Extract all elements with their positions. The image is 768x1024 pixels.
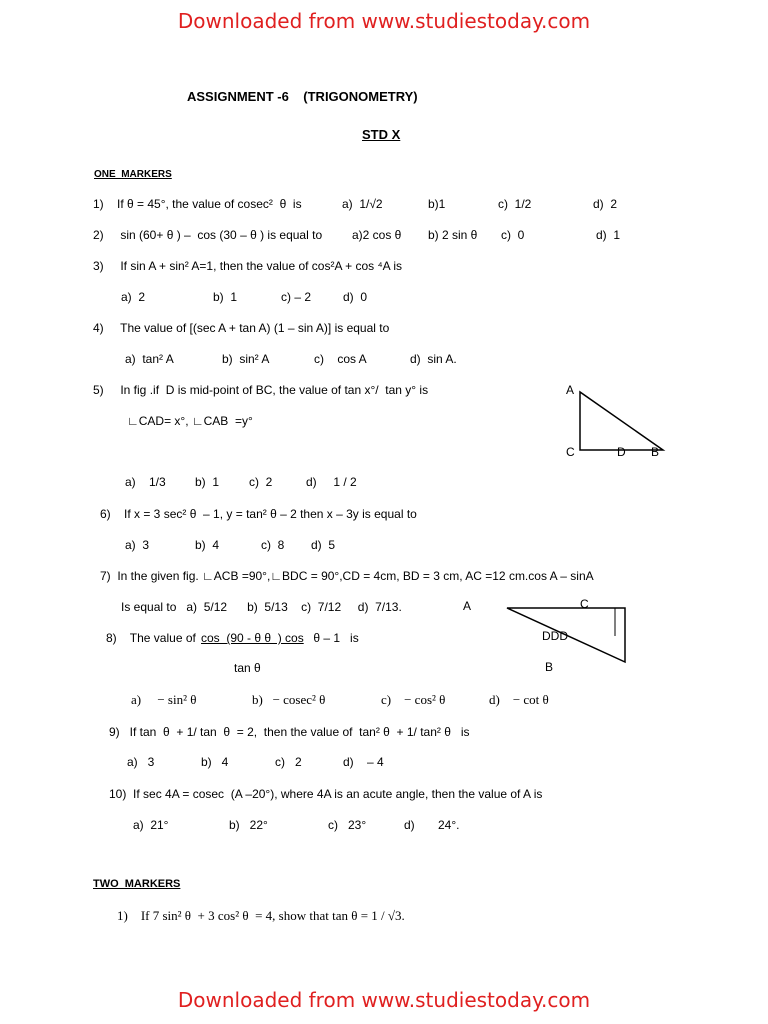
q9-option-c: c) 2 (275, 755, 302, 769)
q3-option-a: a) 2 (121, 290, 146, 304)
q4-option-d: d) sin A. (410, 352, 457, 366)
two-markers-heading: TWO MARKERS (93, 878, 181, 890)
q6-option-d: d) 5 (311, 538, 336, 552)
q1-text: 1) If θ = 45°, the value of cosec² θ is (93, 197, 302, 211)
q6-text: 6) If x = 3 sec² θ – 1, y = tan² θ – 2 then x – 3y is equal to (100, 507, 417, 521)
q10-option-d: d) (404, 818, 415, 832)
q7-label-c: C (580, 597, 589, 611)
q5-text: 5) In fig .if D is mid-point of BC, the value of tan x°/ tan y° is (93, 383, 429, 397)
q6-option-a: a) 3 (125, 538, 150, 552)
q1-option-a: a) 1/√2 (342, 197, 383, 211)
q8-denominator: tan θ (234, 661, 261, 675)
q10-option-d-value: 24°. (438, 818, 460, 832)
q9-option-b: b) 4 (201, 755, 229, 769)
q2-option-c: c) 0 (501, 228, 525, 242)
q5-label-d: D (617, 445, 626, 459)
q5-label-b: B (651, 445, 660, 459)
q3-option-c: c) – 2 (281, 290, 312, 304)
q7-options: Is equal to a) 5/12 b) 5/13 c) 7/12 d) 7/13. (121, 600, 402, 614)
q2-text: 2) sin (60+ θ ) – cos (30 – θ ) is equal to (93, 228, 323, 242)
q8-option-a: a) − sin² θ (131, 692, 197, 707)
q8-prefix: 8) The value of (106, 631, 196, 645)
download-banner-top: Downloaded from www.studiestoday.com (177, 9, 591, 33)
q8-numerator: cos (90 - θ θ ) cos (201, 631, 304, 645)
q8-option-c: c) − cos² θ (381, 692, 446, 707)
assignment-title: ASSIGNMENT -6 (TRIGONOMETRY) (187, 89, 418, 104)
q9-option-a: a) 3 (127, 755, 155, 769)
q10-option-a: a) 21° (133, 818, 169, 832)
q10-option-b: b) 22° (229, 818, 268, 832)
q5-label-a: A (566, 383, 575, 397)
q2-option-a: a)2 cos θ (352, 228, 402, 242)
q5-angle-definitions: ∟CAD= x°, ∟CAB =y° (127, 414, 253, 428)
q5-label-c: C (566, 445, 575, 459)
q5-option-b: b) 1 (195, 475, 220, 489)
q3-option-b: b) 1 (213, 290, 238, 304)
q9-option-d: d) – 4 (343, 755, 384, 769)
q1-option-b: b)1 (428, 197, 446, 211)
q2-option-b: b) 2 sin θ (428, 228, 478, 242)
q5-option-d: d) 1 / 2 (306, 475, 357, 489)
q10-option-c: c) 23° (328, 818, 367, 832)
download-banner-bottom: Downloaded from www.studiestoday.com (177, 988, 591, 1012)
q6-option-b: b) 4 (195, 538, 220, 552)
q6-option-c: c) 8 (261, 538, 285, 552)
q7-label-b: B (545, 660, 554, 674)
q1-option-c: c) 1/2 (498, 197, 532, 211)
q8-option-d: d) − cot θ (489, 692, 549, 707)
q4-option-a: a) tan² A (125, 352, 174, 366)
q7-text: 7) In the given fig. ∟ACB =90°,∟BDC = 90°,CD = 4cm, BD = 3 cm, AC =12 cm.cos A – sinA (100, 569, 594, 583)
q4-option-c: c) cos A (314, 352, 367, 366)
q2-option-d: d) 1 (596, 228, 621, 242)
q5-triangle-figure (560, 380, 670, 460)
q8-option-b: b) − cosec² θ (252, 692, 326, 707)
q3-option-d: d) 0 (343, 290, 368, 304)
q1-option-d: d) 2 (593, 197, 618, 211)
q4-text: 4) The value of [(sec A + tan A) (1 – sin A)] is equal to (93, 321, 390, 335)
q9-text: 9) If tan θ + 1/ tan θ = 2, then the value of tan² θ + 1/ tan² θ is (109, 725, 470, 739)
q7-triangle-figure (455, 596, 635, 674)
q8-suffix: θ – 1 is (310, 631, 359, 645)
std-label: STD X (362, 127, 401, 142)
q7-label-d: DDD (542, 629, 568, 643)
q5-option-a: a) 1/3 (125, 475, 166, 489)
one-markers-heading: ONE MARKERS (94, 169, 172, 180)
q10-text: 10) If sec 4A = cosec (A –20°), where 4A is an acute angle, then the value of A is (109, 787, 543, 801)
two-markers-q1: 1) If 7 sin² θ + 3 cos² θ = 4, show that tan θ = 1 / √3. (117, 908, 405, 923)
q5-option-c: c) 2 (249, 475, 273, 489)
q3-text: 3) If sin A + sin² A=1, then the value of cos²A + cos ⁴A is (93, 259, 402, 273)
q7-label-a: A (463, 599, 472, 613)
q4-option-b: b) sin² A (222, 352, 270, 366)
